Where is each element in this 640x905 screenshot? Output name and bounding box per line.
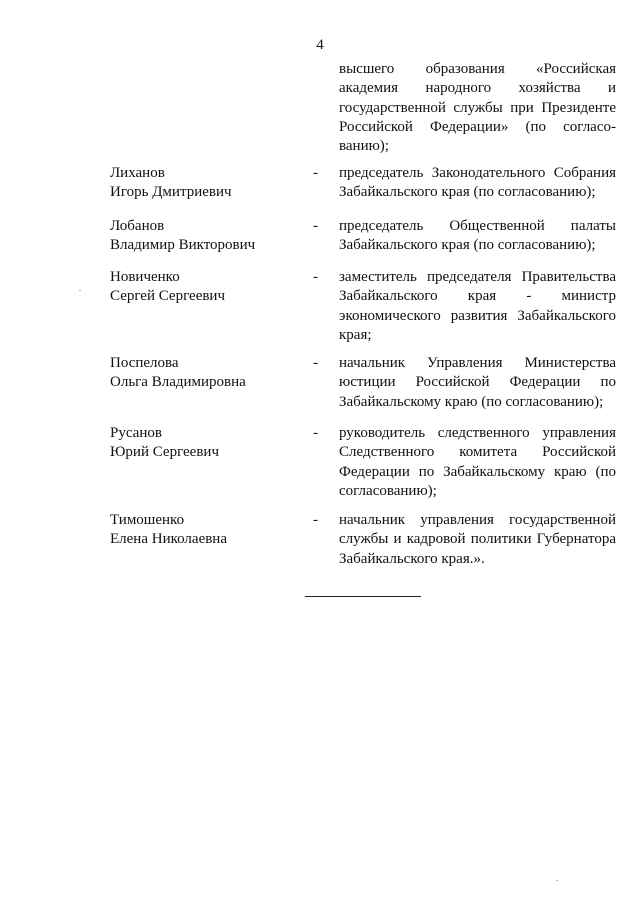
member-surname: Поспелова <box>110 355 179 371</box>
scan-speck <box>79 290 81 291</box>
text-line: государственной службы при Президенте <box>339 99 616 116</box>
role-line: экономического развития Забайкальского <box>339 307 616 324</box>
scan-speck <box>556 880 558 881</box>
text-line: Российской Федерации» (по согласо- <box>339 118 616 135</box>
role-line: Федерации по Забайкальскому краю (по <box>339 463 616 480</box>
role-line: руководитель следственного управления <box>339 425 616 441</box>
role-line: председатель Общественной палаты <box>339 218 616 234</box>
member-role <box>339 268 616 345</box>
page-number: 4 <box>316 37 324 53</box>
member-role <box>339 217 616 256</box>
member-role <box>339 164 616 203</box>
role-line: Забайкальского края.». <box>339 550 485 567</box>
role-line: Следственного комитета Российской <box>339 444 616 461</box>
text-line: академия народного хозяйства и <box>339 80 616 97</box>
role-line: юстиции Российской Федерации по <box>339 374 616 391</box>
member-name <box>110 217 310 256</box>
role-line: края; <box>339 326 372 343</box>
dash-separator: - <box>313 425 318 441</box>
member-surname: Лобанов <box>110 218 165 234</box>
member-name <box>110 424 310 463</box>
dash-separator: - <box>313 218 318 234</box>
continuation-text <box>339 60 616 156</box>
role-line: начальник управления государственной <box>339 512 616 528</box>
member-given-names: Владимир Викторович <box>110 237 256 254</box>
role-line: Забайкальского края (по согласованию); <box>339 184 596 201</box>
role-line: председатель Законодательного Собрания <box>339 165 616 181</box>
member-surname: Тимошенко <box>110 512 185 528</box>
member-surname: Новиченко <box>110 269 180 285</box>
member-name <box>110 164 310 203</box>
member-name <box>110 511 310 550</box>
role-line: службы и кадровой политики Губернатора <box>339 531 616 548</box>
role-line: Забайкальского края - министр <box>339 288 616 305</box>
member-given-names: Юрий Сергеевич <box>110 444 219 461</box>
role-line: согласованию); <box>339 482 437 499</box>
member-surname: Лиханов <box>110 165 165 181</box>
member-given-names: Елена Николаевна <box>110 531 227 548</box>
member-given-names: Игорь Дмитриевич <box>110 184 232 201</box>
end-rule <box>305 596 421 597</box>
role-line: заместитель председателя Правительства <box>339 269 616 285</box>
member-surname: Русанов <box>110 425 162 441</box>
role-line: Забайкальскому краю (по согласованию); <box>339 393 604 410</box>
member-role <box>339 354 616 412</box>
text-line: ванию); <box>339 138 389 155</box>
dash-separator: - <box>313 512 318 528</box>
member-name <box>110 268 310 307</box>
role-line: Забайкальского края (по согласованию); <box>339 237 596 254</box>
dash-separator: - <box>313 165 318 181</box>
dash-separator: - <box>313 355 318 371</box>
dash-separator: - <box>313 269 318 285</box>
role-line: начальник Управления Министерства <box>339 355 616 371</box>
member-role <box>339 511 616 569</box>
member-given-names: Ольга Владимировна <box>110 374 246 391</box>
member-role <box>339 424 616 501</box>
member-given-names: Сергей Сергеевич <box>110 288 226 305</box>
text-line: высшего образования «Российская <box>339 61 616 77</box>
member-name <box>110 354 310 393</box>
